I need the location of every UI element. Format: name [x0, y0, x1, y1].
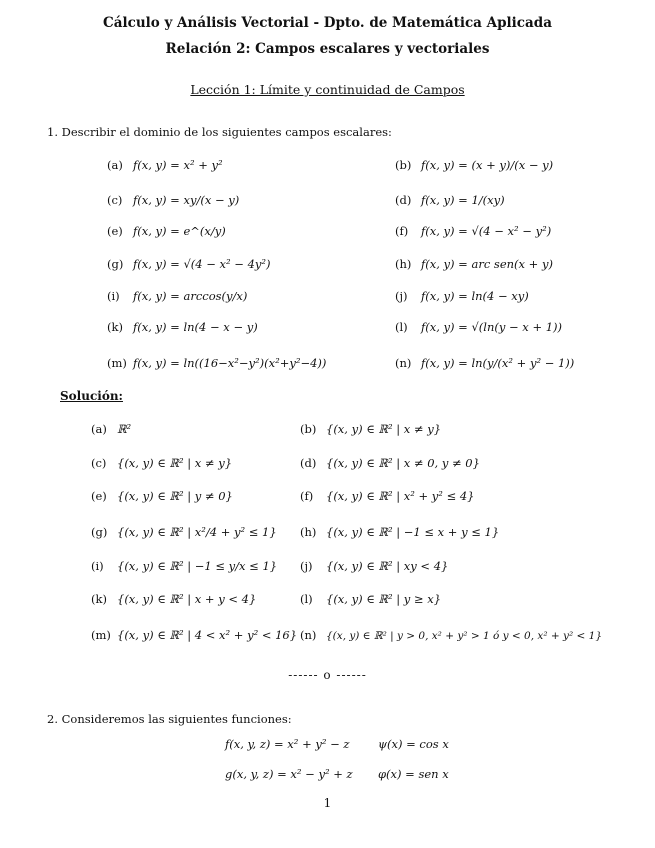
- solution-c: (c) {(x, y) ∈ ℝ² | x ≠ y}: [91, 456, 233, 470]
- function-f: f(x, y, z) = x² + y² − z: [225, 737, 350, 751]
- solution-n: (n) {(x, y) ∈ ℝ² | y > 0, x² + y² > 1 ó y < 0, x² + y² < 1}: [300, 628, 602, 642]
- exercise-k: (k) f(x, y) = ln(4 − x − y): [107, 320, 258, 334]
- exercise-e: (e) f(x, y) = e^(x/y): [107, 224, 226, 238]
- exercise-f: (f) f(x, y) = √(4 − x² − y²): [395, 224, 552, 238]
- solution-m: (m) {(x, y) ∈ ℝ² | 4 < x² + y² < 16}: [91, 628, 298, 642]
- exercise-l: (l) f(x, y) = √(ln(y − x + 1)): [395, 320, 563, 334]
- exercise-i: (i) f(x, y) = arccos(y/x): [107, 289, 248, 303]
- exercise-j: (j) f(x, y) = ln(4 − xy): [395, 289, 529, 303]
- function-g: g(x, y, z) = x² − y² + z: [225, 767, 353, 781]
- exercise-h: (h) f(x, y) = arc sen(x + y): [395, 257, 553, 271]
- page-subtitle: Relación 2: Campos escalares y vectoriales: [165, 41, 490, 57]
- solution-h: (h) {(x, y) ∈ ℝ² | −1 ≤ x + y ≤ 1}: [300, 525, 500, 539]
- exercise-n: (n) f(x, y) = ln(y/(x² + y² − 1)): [395, 356, 575, 370]
- solution-j: (j) {(x, y) ∈ ℝ² | xy < 4}: [300, 559, 449, 573]
- exercise-b: (b) f(x, y) = (x + y)/(x − y): [395, 158, 554, 172]
- section-separator: ------ o ------: [288, 668, 367, 682]
- exercise-a: (a) f(x, y) = x² + y²: [107, 158, 223, 172]
- exercise-c: (c) f(x, y) = xy/(x − y): [107, 193, 240, 207]
- problem-1-statement: 1. Describir el dominio de los siguientes campos escalares:: [47, 125, 392, 139]
- solution-d: (d) {(x, y) ∈ ℝ² | x ≠ 0, y ≠ 0}: [300, 456, 480, 470]
- page-number: 1: [323, 796, 332, 810]
- function-psi: ψ(x) = cos x: [378, 737, 449, 751]
- solution-b: (b) {(x, y) ∈ ℝ² | x ≠ y}: [300, 422, 442, 436]
- exercise-d: (d) f(x, y) = 1/(xy): [395, 193, 505, 207]
- solution-k: (k) {(x, y) ∈ ℝ² | x + y < 4}: [91, 592, 257, 606]
- solution-l: (l) {(x, y) ∈ ℝ² | y ≥ x}: [300, 592, 442, 606]
- problem-2-statement: 2. Consideremos las siguientes funciones:: [47, 712, 292, 726]
- function-phi: φ(x) = sen x: [378, 767, 449, 781]
- exercise-m: (m) f(x, y) = ln((16−x²−y²)(x²+y²−4)): [107, 356, 327, 370]
- solution-a: (a) ℝ²: [91, 422, 132, 436]
- solution-e: (e) {(x, y) ∈ ℝ² | y ≠ 0}: [91, 489, 233, 503]
- solution-f: (f) {(x, y) ∈ ℝ² | x² + y² ≤ 4}: [300, 489, 475, 503]
- solution-heading: Solución:: [60, 389, 123, 403]
- solution-g: (g) {(x, y) ∈ ℝ² | x²/4 + y² ≤ 1}: [91, 525, 277, 539]
- solution-i: (i) {(x, y) ∈ ℝ² | −1 ≤ y/x ≤ 1}: [91, 559, 278, 573]
- lesson-heading: Lección 1: Límite y continuidad de Campos: [190, 82, 465, 97]
- exercise-g: (g) f(x, y) = √(4 − x² − 4y²): [107, 257, 271, 271]
- page-title: Cálculo y Análisis Vectorial - Dpto. de Matemática Aplicada: [103, 15, 552, 31]
